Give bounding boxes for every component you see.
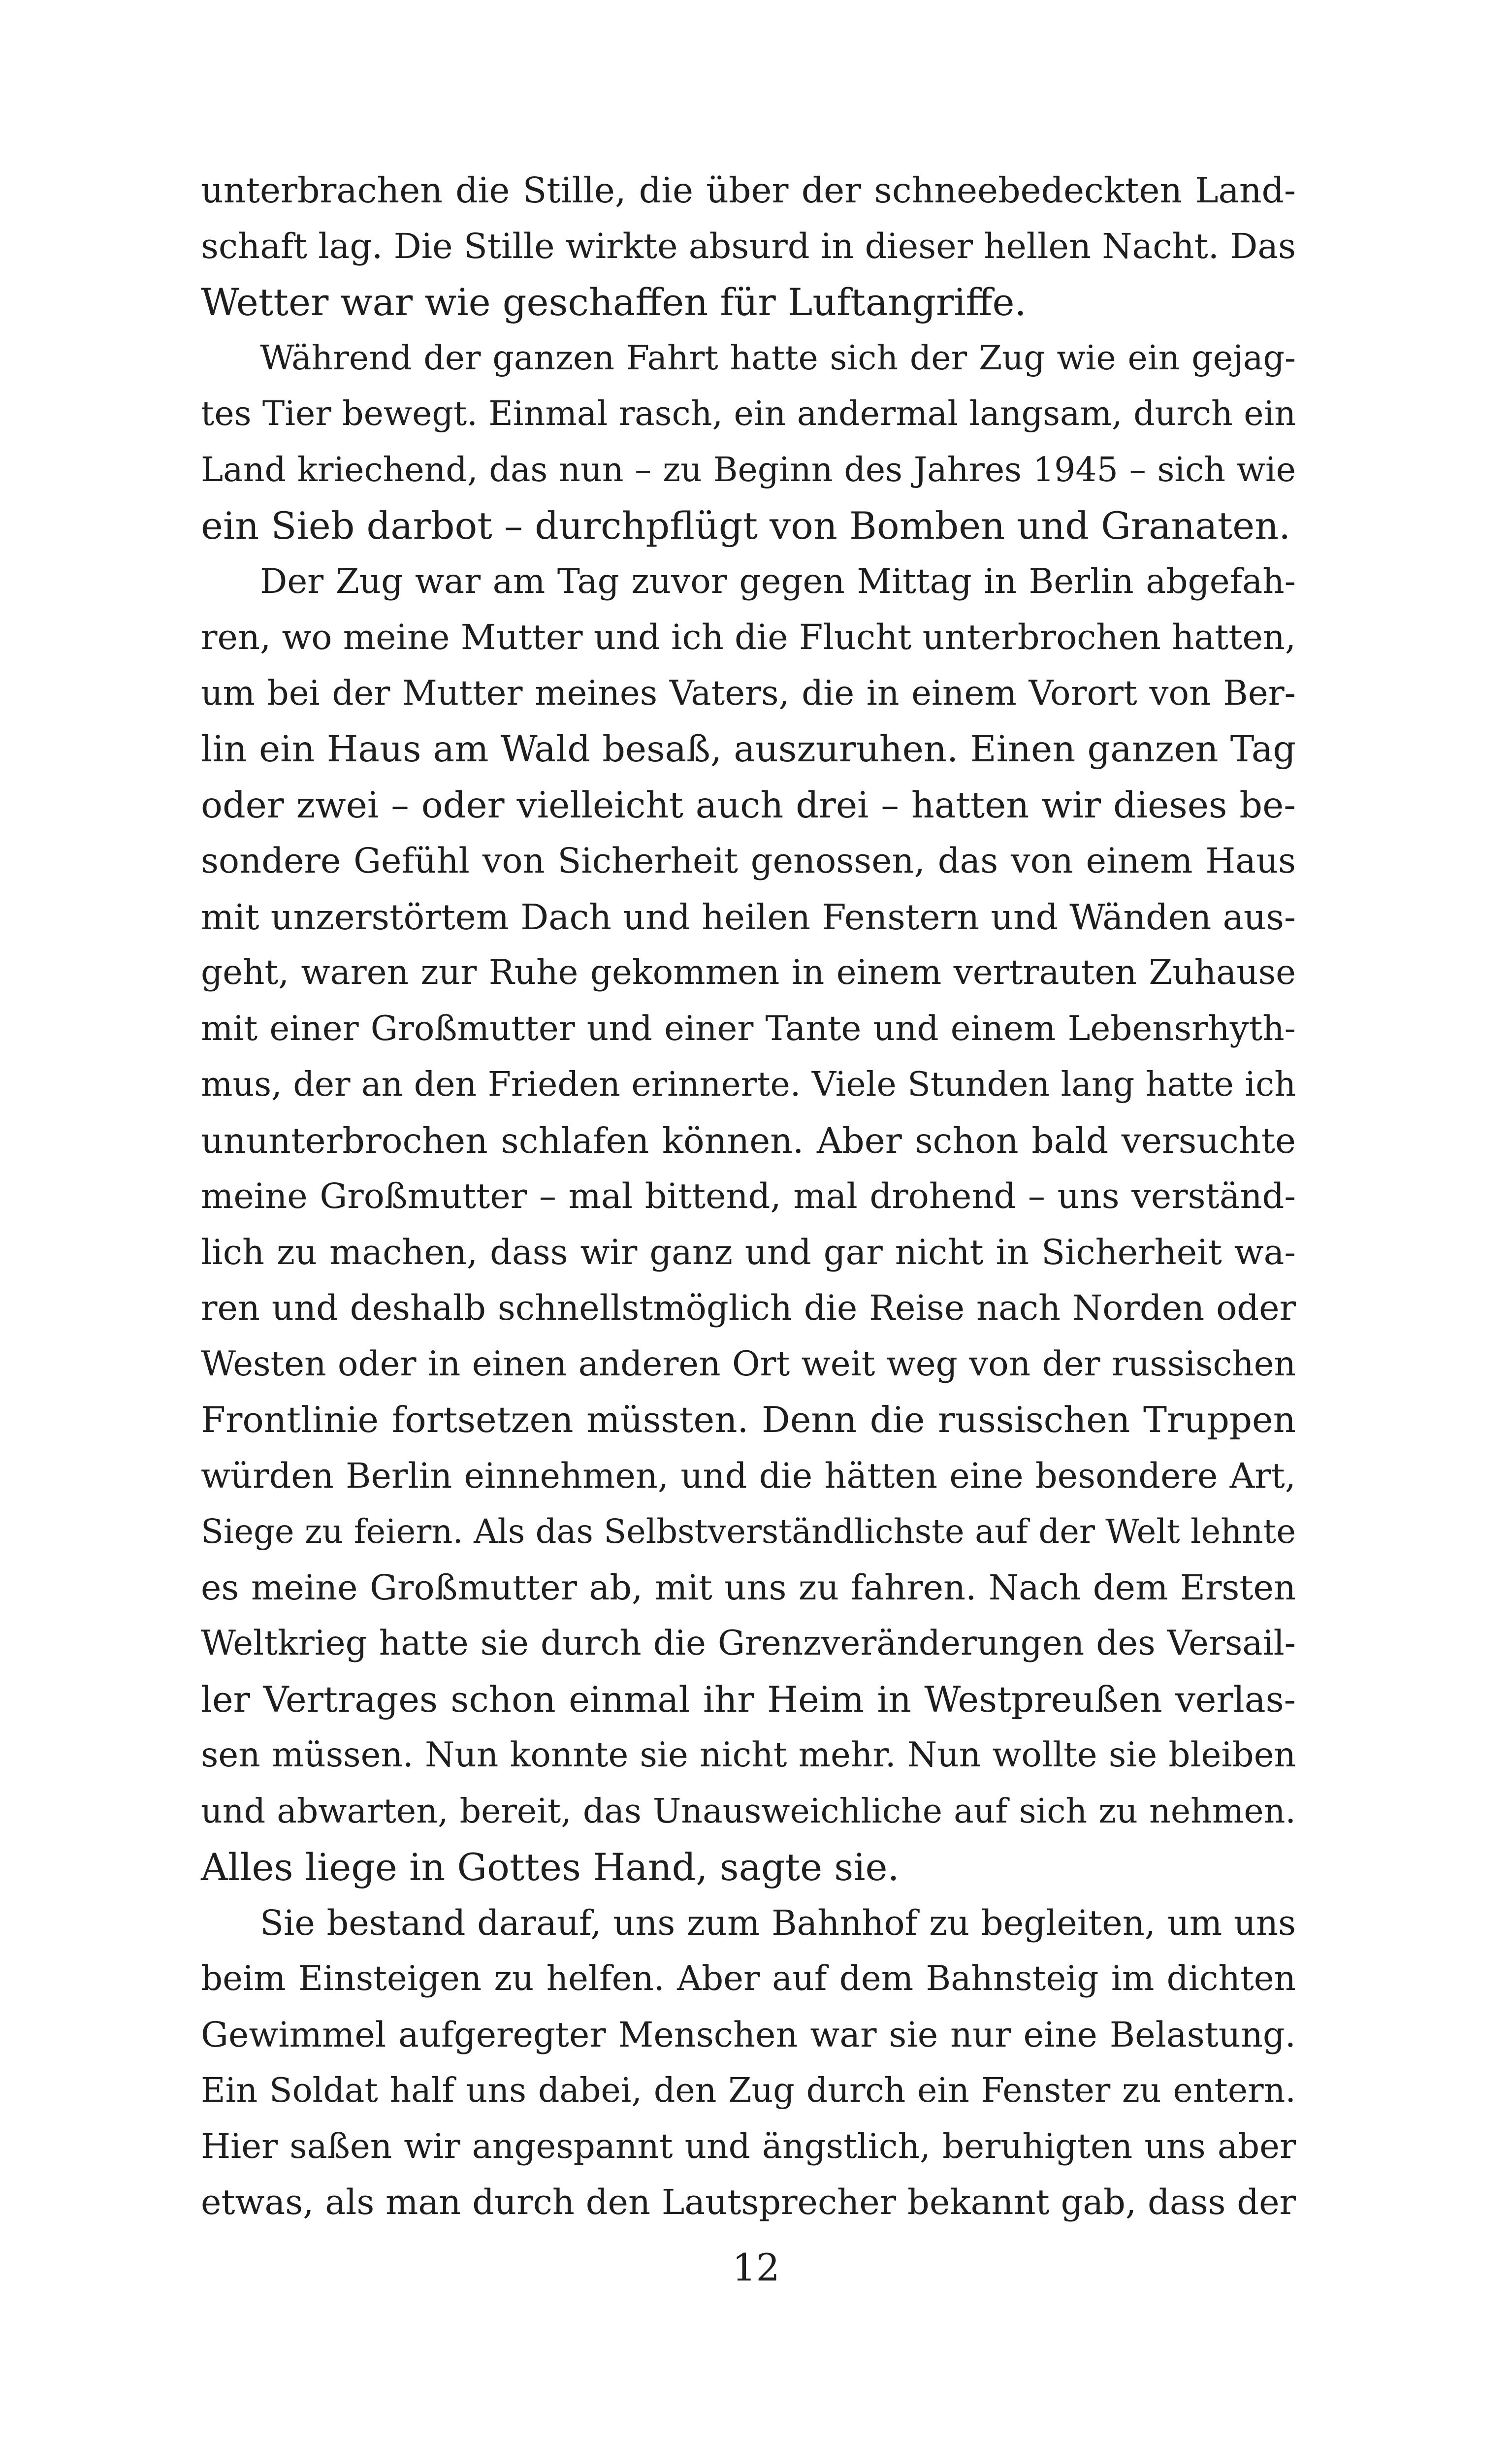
text-line: lin ein Haus am Wald besaß, auszuruhen. Einen ganzen Tag xyxy=(201,728,1296,770)
page-number: 12 xyxy=(732,2246,780,2289)
text-line: etwas, als man durch den Lautsprecher bekannt gab, dass der xyxy=(201,2182,1296,2222)
text-line: unterbrachen die Stille, die über der schneebedeckten Land- xyxy=(201,170,1296,211)
text-line: geht, waren zur Ruhe gekommen in einem vertrauten Zuhause xyxy=(201,953,1296,992)
text-line: um bei der Mutter meines Vaters, die in einem Vorort von Ber- xyxy=(201,673,1296,713)
text-line: schaft lag. Die Stille wirkte absurd in dieser hellen Nacht. Das xyxy=(201,226,1296,266)
paragraph xyxy=(201,163,1296,330)
text-line: Sie bestand darauf, uns zum Bahnhof zu begleiten, um uns xyxy=(260,1902,1296,1943)
text-line: Siege zu feiern. Als das Selbstverständlichste auf der Welt lehnte xyxy=(201,1512,1296,1551)
text-line: Während der ganzen Fahrt hatte sich der Zug wie ein gejag- xyxy=(260,338,1296,378)
paragraph xyxy=(201,1895,1296,2231)
text-line: ren und deshalb schnellstmöglich die Reise nach Norden oder xyxy=(201,1288,1296,1328)
text-line: Hier saßen wir angespannt und ängstlich, beruhigten uns aber xyxy=(201,2126,1296,2166)
text-line: beim Einsteigen zu helfen. Aber auf dem Bahnsteig im dichten xyxy=(201,1959,1296,1998)
text-line: Gewimmel aufgeregter Menschen war sie nur eine Belastung. xyxy=(201,2014,1296,2055)
text-line: sen müssen. Nun konnte sie nicht mehr. Nun wollte sie bleiben xyxy=(201,1735,1296,1775)
text-line: und abwarten, bereit, das Unausweichliche auf sich zu nehmen. xyxy=(201,1792,1296,1831)
text-line: würden Berlin einnehmen, und die hätten eine besondere Art, xyxy=(201,1455,1296,1496)
text-line: Ein Soldat half uns dabei, den Zug durch ein Fenster zu entern. xyxy=(201,2071,1296,2110)
text-line: Land kriechend, das nun – zu Beginn des Jahres 1945 – sich wie xyxy=(201,450,1296,489)
text-line: ren, wo meine Mutter und ich die Flucht unterbrochen hatten, xyxy=(201,617,1296,657)
text-line: tes Tier bewegt. Einmal rasch, ein andermal langsam, durch ein xyxy=(201,394,1296,433)
text-line: Westen oder in einen anderen Ort weit weg von der russischen xyxy=(201,1344,1296,1384)
paragraph xyxy=(201,330,1296,554)
paragraph xyxy=(201,554,1296,1895)
text-line: ununterbrochen schlafen können. Aber schon bald versuchte xyxy=(201,1120,1296,1161)
text-line: es meine Großmutter ab, mit uns zu fahren. Nach dem Ersten xyxy=(201,1567,1296,1608)
text-line: Der Zug war am Tag zuvor gegen Mittag in Berlin abgefah- xyxy=(260,561,1296,601)
text-line: lich zu machen, dass wir ganz und gar nicht in Sicherheit wa- xyxy=(201,1232,1296,1272)
text-line: Frontlinie fortsetzen müssten. Denn die russischen Truppen xyxy=(201,1399,1296,1440)
text-line: Alles liege in Gottes Hand, sagte sie. xyxy=(201,1845,900,1889)
text-line: sondere Gefühl von Sicherheit genossen, das von einem Haus xyxy=(201,841,1296,881)
text-line: mit unzerstörtem Dach und heilen Fenstern und Wänden aus- xyxy=(201,896,1296,938)
text-line: Weltkrieg hatte sie durch die Grenzveränderungen des Versail- xyxy=(201,1624,1296,1663)
text-line: mit einer Großmutter und einer Tante und einem Lebensrhyth- xyxy=(201,1009,1296,1048)
text-line: ler Vertrages schon einmal ihr Heim in Westpreußen verlas- xyxy=(201,1678,1296,1720)
text-line: oder zwei – oder vielleicht auch drei – hatten wir dieses be- xyxy=(201,784,1296,826)
text-line: mus, der an den Frieden erinnerte. Viele Stunden lang hatte ich xyxy=(201,1065,1296,1104)
body-text xyxy=(201,163,1296,2231)
text-line: meine Großmutter – mal bittend, mal drohend – uns verständ- xyxy=(201,1176,1296,1216)
text-line: ein Sieb darbot – durchpflügt von Bomben und Granaten. xyxy=(201,504,1291,548)
text-line: Wetter war wie geschaffen für Luftangriffe. xyxy=(201,280,1027,324)
